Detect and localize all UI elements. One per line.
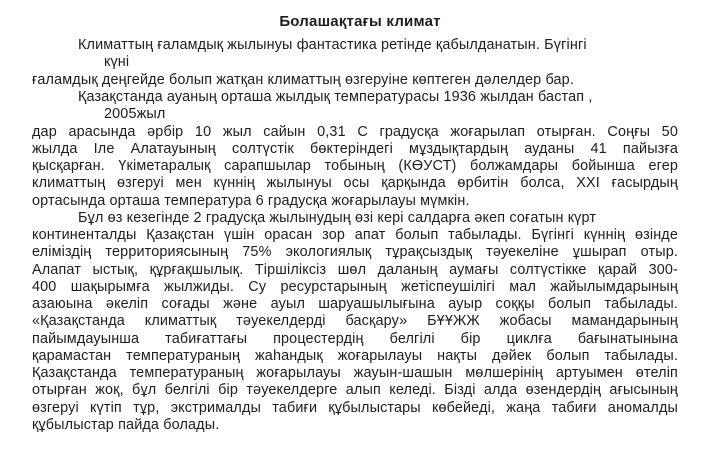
text-line: отырған жоқ, бұл белгілі бір тәуекелдерге алып келеді. Бізді алда өзендердің ағысының: [32, 382, 678, 398]
text-line: қарамастан температураның жаһандық жоғарылауы нақты дәйек болып табылады.: [32, 348, 678, 364]
text-line: еліміздің территориясының 75% экологиялық тұрақсыздық тәуекеліне ұшырап отыр.: [32, 244, 678, 260]
text-line: континенталды Қазақстан үшін орасан зор апат болып табылады. Бүгінгі күннің өзінде: [32, 227, 678, 243]
text-line: құбылыстар пайда болады.: [32, 417, 220, 433]
document-title: Болашақтағы климат: [279, 13, 441, 30]
text-line: ортасында орташа температура 6 градусқа жоғарылауы мүмкін.: [32, 193, 470, 209]
text-line: ғаламдық деңгейде болып жатқан климаттың өзгеруіне көптеген дәлелдер бар.: [32, 72, 574, 88]
text-line: пайымдауынша табиғаттағы процестердің белгілі бір циклға бағынатынына: [32, 331, 678, 347]
text-line: Климаттың ғаламдық жылынуы фантастика ретінде қабылданатын. Бүгінгі: [78, 37, 587, 53]
text-line: Алапат ыстық, құрғақшылық. Тіршіліксіз шөл даланың аумағы солтүстікке қарай 300-: [32, 262, 678, 278]
text-line: азаюына әкеліп соғады және ауыл шаруашылығына ауыр соққы болып табылады.: [32, 296, 678, 312]
text-line: күні: [104, 54, 130, 70]
text-line: қысқарған. Үкіметаралық сарапшылар тобының (КӨУСТ) болжамдары бойынша егер: [32, 158, 678, 174]
text-line: Қазақстанда температураның жоғарылауы жауын-шашын мөлшерінің артуымен өтеліп: [32, 365, 678, 381]
text-line: «Қазақстанда климаттық тәуекелдерді басқару» БҰҰЖЖ жобасы мамандарының: [32, 313, 678, 329]
text-line: 2005жыл: [104, 106, 166, 122]
text-line: климаттың өзгеруі мен күннің жылынуы осы қарқында өрбитін болса, XXI ғасырдың: [32, 175, 678, 191]
text-line: Қазақстанда ауаның орташа жылдық температурасы 1936 жылдан бастап ,: [78, 89, 593, 105]
text-line: өзгеруі күтіп тұр, экстрималды табиғи құбылыстары көбейеді, жаңа табиғи аномалды: [32, 400, 678, 416]
text-line: 400 шақырымға жылжиды. Су ресурстарының жетіспеушілігі мал жайылымдарының: [32, 279, 678, 295]
text-line: жылда Іле Алатауының солтүстік бөктеріндегі мұздықтардың ауданы 41 пайызға: [32, 141, 678, 157]
text-line: дар арасында әрбір 10 жыл сайын 0,31 С градусқа жоғарылап отырған. Соңғы 50: [32, 124, 678, 140]
text-line: Бұл өз кезегінде 2 градусқа жылынудың өзі кері салдарға әкеп соғатын күрт: [78, 210, 597, 226]
